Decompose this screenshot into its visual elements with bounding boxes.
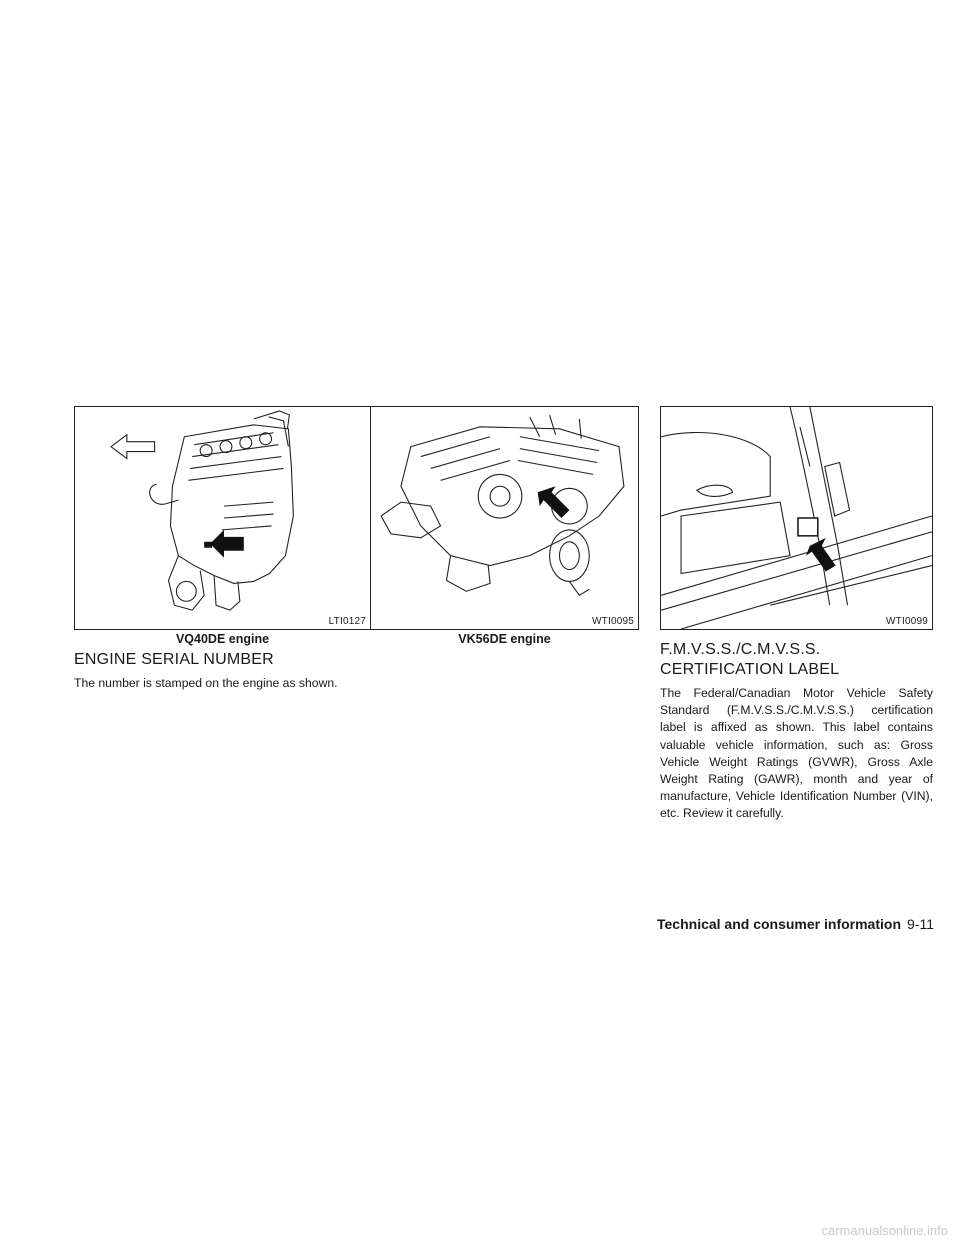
title-line: CERTIFICATION LABEL <box>660 661 840 678</box>
stamp-location-arrow <box>210 530 244 558</box>
certification-label-box <box>798 518 818 536</box>
figure-code: WTI0099 <box>886 616 928 627</box>
engine-illustration-vq40de <box>75 407 370 629</box>
footer-section-name: Technical and consumer information <box>657 916 902 932</box>
section-body-certification-label: The Federal/Canadian Motor Vehicle Safety Standard (F.M.V.S.S./C.M.V.S.S.) certification label is affixed as shown. This label contains valuable vehicle information, such as: Gross Vehicle Weight Ratings (GVWR), Gross Axle Weight Rating (GAWR), month and year of manufacture, Vehicle Identification Number (VIN), etc. Review it carefully. <box>660 686 933 821</box>
page-footer <box>657 916 934 932</box>
title-line: F.M.V.S.S./C.M.V.S.S. <box>660 641 821 658</box>
section-title-engine-serial-number: ENGINE SERIAL NUMBER <box>74 651 274 668</box>
figure-vq40de-engine <box>74 406 371 630</box>
figure-caption: VQ40DE engine <box>175 632 270 646</box>
engine-illustration-vk56de <box>371 407 638 629</box>
figure-caption: VK56DE engine <box>458 632 551 646</box>
page-number: 9-11 <box>907 916 934 932</box>
section-body-engine-serial-number: The number is stamped on the engine as shown. <box>74 676 338 690</box>
watermark: carmanualsonline.info <box>821 1223 948 1238</box>
figure-code: WTI0095 <box>592 616 634 627</box>
figure-certification-label-location <box>660 406 933 630</box>
door-pillar-illustration <box>661 407 932 629</box>
figure-vk56de-engine <box>370 406 639 630</box>
figure-code: LTI0127 <box>328 616 366 627</box>
section-title-certification-label <box>660 640 839 680</box>
